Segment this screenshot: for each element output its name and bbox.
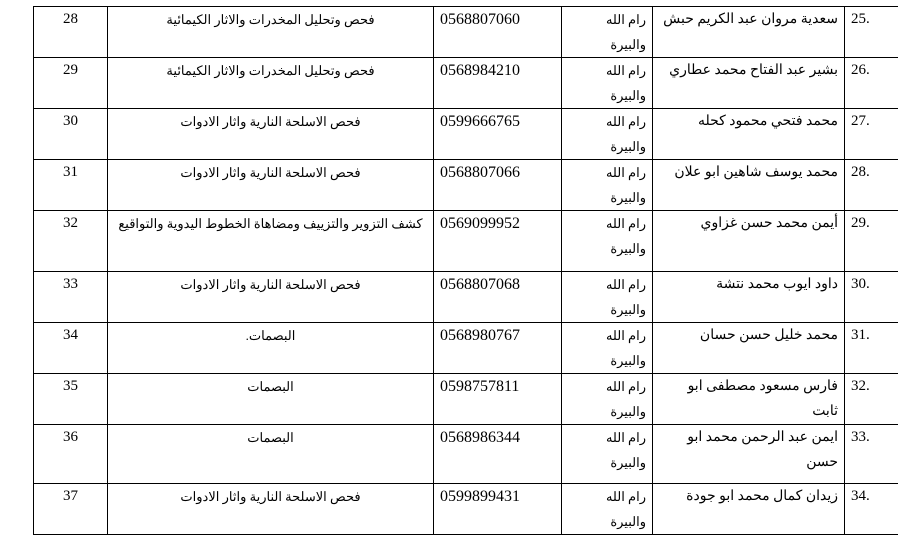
table-row [34,425,898,484]
phone-number: 0568986344 [434,425,562,484]
specialty: البصمات [108,425,434,484]
row-number: 29. [845,211,898,272]
specialty: كشف التزوير والتزييف ومضاهاة الخطوط اليدوية والتواقيع [108,211,434,272]
phone-number: 0598757811 [434,374,562,425]
row-number: 33. [845,425,898,484]
phone-number: 0569099952 [434,211,562,272]
table-row [34,211,898,272]
city: رام الله والبيرة [562,58,653,109]
specialty: فحص وتحليل المخدرات والاثار الكيمائية [108,7,434,58]
specialty: فحص الاسلحة النارية واثار الادوات [108,160,434,211]
index-number: 28 [34,7,108,58]
person-name: ايمن عبد الرحمن محمد ابو حسن [653,425,845,484]
phone-number: 0568980767 [434,323,562,374]
row-number: 34. [845,484,898,535]
specialty: فحص وتحليل المخدرات والاثار الكيمائية [108,58,434,109]
specialty: فحص الاسلحة النارية واثار الادوات [108,272,434,323]
table-row [34,7,898,58]
table-row [34,160,898,211]
row-number: 32. [845,374,898,425]
phone-number: 0568807060 [434,7,562,58]
table-row [34,58,898,109]
person-name: بشير عبد الفتاح محمد عطاري [653,58,845,109]
person-name: محمد يوسف شاهين ابو علان [653,160,845,211]
city: رام الله والبيرة [562,7,653,58]
table-row [34,484,898,535]
index-number: 34 [34,323,108,374]
city: رام الله والبيرة [562,484,653,535]
phone-number: 0599666765 [434,109,562,160]
person-name: أيمن محمد حسن غزاوي [653,211,845,272]
city: رام الله والبيرة [562,374,653,425]
row-number: 31. [845,323,898,374]
person-name: محمد فتحي محمود كحله [653,109,845,160]
specialty: البصمات. [108,323,434,374]
staff-table [33,6,898,535]
city: رام الله والبيرة [562,272,653,323]
index-number: 37 [34,484,108,535]
index-number: 36 [34,425,108,484]
phone-number: 0568807066 [434,160,562,211]
index-number: 35 [34,374,108,425]
city: رام الله والبيرة [562,160,653,211]
specialty: فحص الاسلحة النارية واثار الادوات [108,109,434,160]
city: رام الله والبيرة [562,109,653,160]
phone-number: 0599899431 [434,484,562,535]
index-number: 32 [34,211,108,272]
index-number: 30 [34,109,108,160]
index-number: 33 [34,272,108,323]
person-name: سعدية مروان عبد الكريم حبش [653,7,845,58]
row-number: 28. [845,160,898,211]
table-row [34,272,898,323]
specialty: البصمات [108,374,434,425]
row-number: 30. [845,272,898,323]
person-name: فارس مسعود مصطفى ابو ثابت [653,374,845,425]
phone-number: 0568807068 [434,272,562,323]
index-number: 31 [34,160,108,211]
row-number: 26. [845,58,898,109]
table-row [34,374,898,425]
index-number: 29 [34,58,108,109]
specialty: فحص الاسلحة النارية واثار الادوات [108,484,434,535]
person-name: زيدان كمال محمد ابو جودة [653,484,845,535]
row-number: 27. [845,109,898,160]
person-name: محمد خليل حسن حسان [653,323,845,374]
city: رام الله والبيرة [562,425,653,484]
table-row [34,323,898,374]
city: رام الله والبيرة [562,211,653,272]
row-number: 25. [845,7,898,58]
person-name: داود ايوب محمد نتشة [653,272,845,323]
phone-number: 0568984210 [434,58,562,109]
city: رام الله والبيرة [562,323,653,374]
table-row [34,109,898,160]
